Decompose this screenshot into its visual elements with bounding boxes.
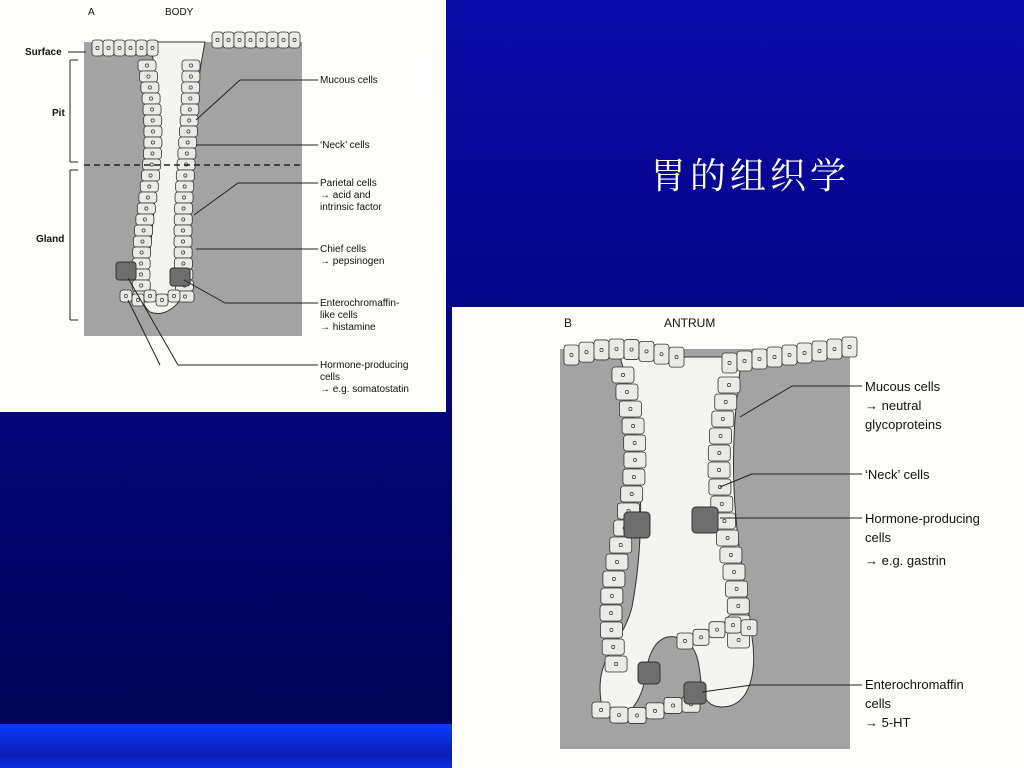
right-labels-a [320, 75, 409, 395]
epithelial-cell [767, 347, 782, 367]
epithelial-cell [592, 702, 610, 718]
epithelial-cell [180, 115, 198, 126]
annotation-label: Hormone-producing [320, 360, 409, 371]
epithelial-cell [624, 340, 639, 360]
epithelial-cell [579, 342, 594, 362]
epithelial-cell [621, 486, 643, 502]
epithelial-cell [143, 104, 161, 115]
epithelial-cell [223, 32, 234, 48]
epithelial-cell [174, 236, 192, 247]
epithelial-cell [606, 554, 628, 570]
pit-label: Pit [52, 108, 65, 119]
epithelial-cell [609, 339, 624, 359]
epithelial-cell [114, 40, 125, 56]
epithelial-cell [797, 343, 812, 363]
epithelial-cell [168, 290, 180, 302]
epithelial-cell [654, 344, 669, 364]
epithelial-cell [624, 452, 646, 468]
epithelial-cell [619, 401, 641, 417]
epithelial-cell [139, 71, 157, 82]
epithelial-cell [602, 639, 624, 655]
enterochromaffin-cell-b2 [684, 682, 706, 704]
epithelial-cell [176, 170, 194, 181]
epithelial-cell [103, 40, 114, 56]
epithelial-cell [827, 339, 842, 359]
epithelial-cell [708, 445, 730, 461]
epithelial-cell [256, 32, 267, 48]
epithelial-cell [234, 32, 245, 48]
epithelial-cell [669, 347, 684, 367]
annotation-label: Mucous cells [320, 75, 378, 86]
epithelial-cell [624, 435, 646, 451]
annotation-label: cells [865, 696, 892, 711]
annotation-label: → e.g. gastrin [865, 553, 946, 568]
epithelial-cell [142, 170, 160, 181]
panel-a-heading: BODY [165, 7, 194, 18]
epithelial-cell [715, 394, 737, 410]
annotation-label: ‘Neck’ cells [320, 140, 370, 151]
annotation-label: intrinsic factor [320, 202, 382, 213]
epithelial-cell [289, 32, 300, 48]
epithelial-cell [741, 620, 757, 636]
epithelial-cell [709, 622, 725, 638]
annotation-label: Parietal cells [320, 178, 377, 189]
annotation-label: → neutral [865, 398, 922, 413]
epithelial-cell [664, 697, 682, 713]
epithelial-cell [141, 82, 159, 93]
epithelial-cell [710, 428, 732, 444]
epithelial-cell [92, 40, 103, 56]
epithelial-cell [181, 93, 199, 104]
panel-b-heading: ANTRUM [664, 316, 716, 330]
epithelial-cell [725, 617, 741, 633]
epithelial-cell [125, 40, 136, 56]
epithelial-cell [144, 137, 162, 148]
annotation-label: Enterochromaffin- [320, 298, 400, 309]
gland-label: Gland [36, 234, 65, 245]
epithelial-cell [603, 571, 625, 587]
annotation-label: → pepsinogen [320, 256, 385, 267]
epithelial-cell [139, 192, 157, 203]
epithelial-cell [267, 32, 278, 48]
annotation-label: cells [320, 372, 341, 383]
epithelial-cell [181, 104, 199, 115]
epithelial-cell [622, 418, 644, 434]
epithelial-cell [245, 32, 256, 48]
enterochromaffin-cell-a [170, 268, 190, 286]
epithelial-cell [564, 345, 579, 365]
surface-label: Surface [25, 47, 62, 58]
epithelial-cell [610, 537, 632, 553]
epithelial-cell [175, 192, 193, 203]
epithelial-cell [677, 633, 693, 649]
epithelial-cell [594, 340, 609, 360]
annotation-label: Mucous cells [865, 379, 941, 394]
epithelial-cell [176, 181, 194, 192]
epithelial-cell [136, 40, 147, 56]
epithelial-cell [179, 137, 197, 148]
epithelial-cell [842, 337, 857, 357]
annotation-label: Hormone-producing [865, 511, 980, 526]
panel-a-letter: A [88, 7, 95, 18]
epithelial-cell [623, 469, 645, 485]
epithelial-cell [610, 707, 628, 723]
epithelial-cell [135, 225, 153, 236]
epithelial-cell [142, 93, 160, 104]
epithelial-cell [182, 71, 200, 82]
body-gland-figure [0, 0, 446, 412]
epithelial-cell [144, 290, 156, 302]
epithelial-cell [156, 294, 168, 306]
epithelial-cell [752, 349, 767, 369]
epithelial-cell [182, 82, 200, 93]
hormone-cell-b1 [624, 512, 650, 538]
epithelial-cell [174, 214, 192, 225]
epithelial-cell [174, 247, 192, 258]
epithelial-cell [147, 40, 158, 56]
epithelial-cell [178, 148, 196, 159]
epithelial-cell [600, 622, 622, 638]
annotation-label: ‘Neck’ cells [865, 467, 930, 482]
epithelial-cell [137, 203, 155, 214]
epithelial-cell [693, 629, 709, 645]
epithelial-cell [720, 547, 742, 563]
annotation-label: → e.g. somatostatin [320, 384, 409, 395]
epithelial-cell [144, 115, 162, 126]
epithelial-cell [723, 564, 745, 580]
epithelial-cell [133, 247, 151, 258]
epithelial-cell [628, 707, 646, 723]
annotation-label: cells [865, 530, 892, 545]
epithelial-cell [133, 236, 151, 247]
epithelial-cell [646, 703, 664, 719]
epithelial-cell [174, 258, 192, 269]
epithelial-cell [709, 479, 731, 495]
epithelial-cell [722, 353, 737, 373]
epithelial-cell [605, 656, 627, 672]
epithelial-cell [717, 530, 739, 546]
epithelial-cell [182, 60, 200, 71]
epithelial-cell [120, 290, 132, 302]
annotation-label: Enterochromaffin [865, 677, 964, 692]
epithelial-cell [136, 214, 154, 225]
epithelial-cell [612, 367, 634, 383]
right-labels-b [865, 379, 980, 730]
epithelial-cell [212, 32, 223, 48]
epithelial-cell [708, 462, 730, 478]
epithelial-cell [174, 225, 192, 236]
epithelial-cell [727, 598, 749, 614]
epithelial-cell [138, 60, 156, 71]
annotation-label: → acid and [320, 190, 371, 201]
hormone-cell-b2 [692, 507, 718, 533]
epithelial-cell [140, 181, 158, 192]
epithelial-cell [812, 341, 827, 361]
epithelial-cell [278, 32, 289, 48]
annotation-label: glycoproteins [865, 417, 942, 432]
epithelial-cell [175, 203, 193, 214]
epithelial-cell [616, 384, 638, 400]
epithelial-cell [179, 126, 197, 137]
annotation-label: → histamine [320, 322, 376, 333]
epithelial-cell [782, 345, 797, 365]
antrum-gland-figure [452, 307, 1024, 768]
annotation-label: → 5-HT [865, 715, 911, 730]
enterochromaffin-cell-b1 [638, 662, 660, 684]
epithelial-cell [143, 148, 161, 159]
slide-title: 胃的组织学 [649, 156, 850, 197]
epithelial-cell [601, 588, 623, 604]
epithelial-cell [718, 377, 740, 393]
epithelial-cell [144, 126, 162, 137]
annotation-label: like cells [320, 310, 358, 321]
panel-b-letter: B [564, 316, 573, 330]
annotation-label: Chief cells [320, 244, 367, 255]
epithelial-cell [600, 605, 622, 621]
epithelial-cell [726, 581, 748, 597]
epithelial-cell [737, 351, 752, 371]
hormone-cell-a [116, 262, 136, 280]
epithelial-cell [639, 341, 654, 361]
epithelial-cell [712, 411, 734, 427]
